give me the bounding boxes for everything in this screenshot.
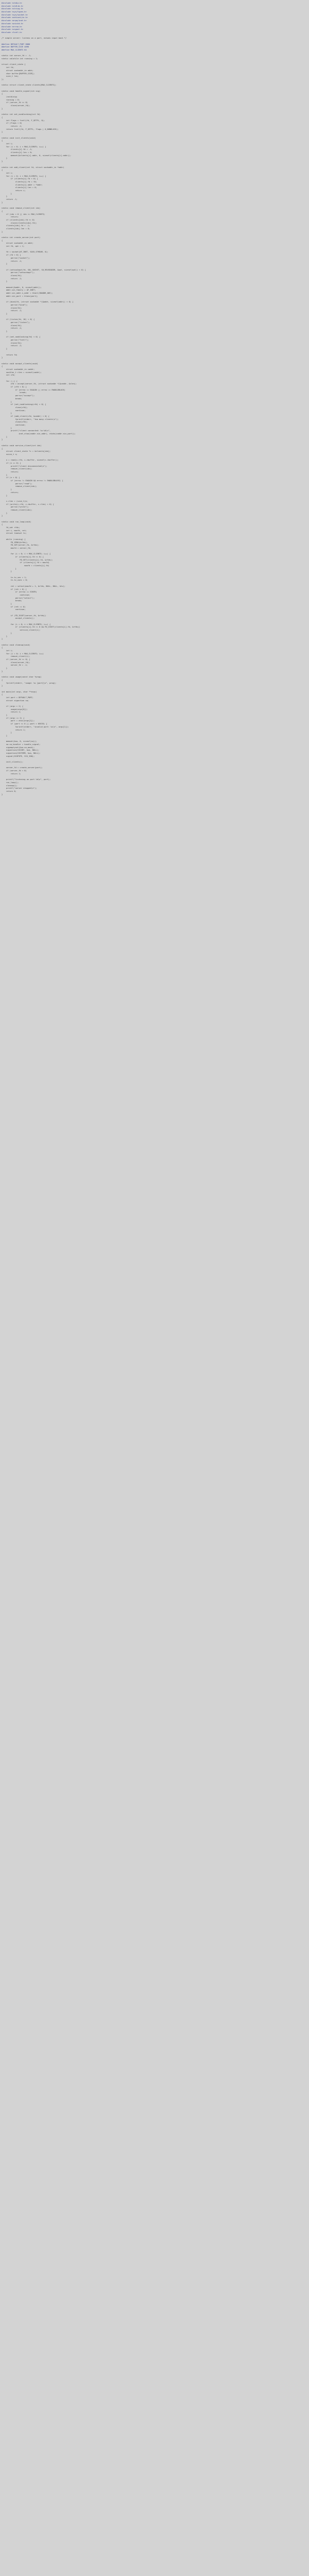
code-line: }: [2, 330, 8, 332]
code-line: close(server_fd);: [2, 661, 30, 664]
code-line: if (argc == 2) {: [2, 717, 25, 719]
code-line: {: [2, 447, 3, 450]
code-line: continue;: [2, 424, 26, 426]
code-line: continue;: [2, 608, 26, 611]
code-line: #include <stdio.h>: [2, 2, 22, 4]
code-line: /* simple server: listens on a port, echoes input back */: [2, 37, 67, 40]
code-line: static void usage(const char *prog): [2, 676, 42, 679]
code-line: close(cfd);: [2, 421, 28, 423]
code-line: }: [2, 192, 12, 195]
code-line: ret = select(maxfd + 1, &rfds, NULL, NULL, &tv);: [2, 585, 65, 587]
code-line: fprintf(stderr, "invalid port: %s\n", argv[1]);: [2, 725, 69, 728]
code-line: maxfd = server_fd;: [2, 547, 31, 549]
code-line: {: [2, 523, 3, 526]
code-line: close(fd);: [2, 274, 22, 277]
code-line: struct timeval tv;: [2, 532, 27, 535]
code-line: }: [2, 312, 8, 315]
code-line: }: [2, 230, 3, 233]
code-line: #include <sys/socket.h>: [2, 13, 28, 16]
code-line: fd_set rfds;: [2, 527, 20, 529]
code-line: clients[i].fd = fd;: [2, 180, 37, 183]
code-line: int i, maxfd, ret;: [2, 529, 27, 532]
code-line: }: [2, 473, 8, 476]
code-line: }: [2, 107, 3, 110]
code-line: remove_client(idx);: [2, 468, 32, 470]
code-line: int fd;: [2, 66, 14, 69]
code-line: while (running) {: [2, 538, 26, 540]
code-line: #include <unistd.h>: [2, 22, 24, 25]
code-line: struct sigaction sa;: [2, 699, 29, 702]
code-line: }: [2, 400, 12, 403]
code-line: return fcntl(fd, F_SETFL, flags | O_NONBLOCK);: [2, 128, 59, 130]
code-line: run_loop();: [2, 781, 19, 784]
code-line: }: [2, 685, 3, 687]
code-line: if (n < 0) {: [2, 477, 20, 479]
code-line: int i;: [2, 172, 13, 174]
code-line: struct client_state {: [2, 63, 26, 66]
code-line: #include <fcntl.h>: [2, 31, 22, 33]
code-line: return fd;: [2, 353, 18, 356]
code-line: return 0;: [2, 790, 16, 792]
code-line: return;: [2, 216, 19, 218]
code-line: int fd, opt = 1;: [2, 245, 25, 248]
code-line: static void remove_client(int idx): [2, 207, 41, 210]
code-line: }: [2, 570, 12, 573]
code-line: memset(&clients[i].addr, 0, sizeof(clients[i].addr));: [2, 154, 72, 157]
code-line: }: [2, 438, 3, 441]
code-line: {: [2, 679, 3, 681]
code-line: fprintf(stderr, "usage: %s [port]\n", prog);: [2, 682, 57, 684]
code-line: addr.sin_port = htons(port);: [2, 295, 38, 297]
code-line: return -1;: [2, 260, 22, 262]
code-line: }: [2, 263, 8, 265]
code-line: fprintf(stderr, "too many clients\n");: [2, 418, 59, 420]
code-line: int flags = fcntl(fd, F_GETFL, 0);: [2, 119, 45, 122]
code-line: #include <stdlib.h>: [2, 5, 24, 7]
code-line: int port = DEFAULT_PORT;: [2, 696, 33, 699]
code-line: perror("socket");: [2, 257, 30, 259]
code-line: for (i = 0; i < MAX_CLIENTS; i++) {: [2, 553, 51, 555]
code-line: break;: [2, 600, 22, 602]
code-line: }: [2, 195, 8, 198]
code-line: }: [2, 567, 16, 570]
code-line: signal(SIGPIPE, SIG_IGN);: [2, 755, 35, 757]
code-view: [2, 2, 307, 796]
code-line: {: [2, 647, 3, 649]
code-line: {: [2, 239, 3, 242]
code-line: remove_client(i);: [2, 655, 30, 658]
code-line: if (flags < 0): [2, 122, 22, 125]
code-line: return -1;: [2, 198, 18, 201]
code-line: usage(argv[0]);: [2, 708, 28, 710]
code-line: remove_client(idx);: [2, 485, 37, 488]
code-line: continue;: [2, 409, 26, 412]
code-line: return;: [2, 471, 19, 473]
code-line: return -1;: [2, 277, 22, 280]
code-line: perror("write");: [2, 506, 29, 509]
code-line: sigaction(SIGTERM, &sa, NULL);: [2, 752, 41, 754]
code-line: remove_client(idx);: [2, 509, 32, 511]
code-line: perror("setsockopt");: [2, 272, 35, 274]
code-line: {: [2, 93, 3, 95]
code-line: memset(&addr, 0, sizeof(addr));: [2, 286, 42, 289]
code-line: {: [2, 169, 3, 172]
code-line: printf("server stopped\n");: [2, 787, 37, 790]
code-line: {: [2, 140, 3, 142]
code-line: return 1;: [2, 772, 21, 775]
code-line: clients[i].fd = -1;: [2, 148, 32, 151]
code-line: perror("select");: [2, 597, 35, 599]
code-line: {: [2, 210, 3, 212]
code-line: }: [2, 734, 8, 737]
code-line: static int create_server(int port): [2, 236, 41, 239]
code-line: }: [2, 201, 3, 204]
code-line: if (FD_ISSET(server_fd, &rfds)): [2, 614, 46, 617]
code-line: if (server_fd < 0): [2, 770, 27, 772]
code-line: static int server_fd = -1;: [2, 55, 31, 57]
code-line: (void)sig;: [2, 96, 18, 98]
code-line: }: [2, 494, 8, 497]
code-line: for (i = 0; i < MAX_CLIENTS; i++) {: [2, 145, 46, 148]
code-line: static void handle_signal(int sig): [2, 90, 41, 92]
code-line: if (errno != EAGAIN && errno != EWOULDBLOCK) {: [2, 480, 63, 482]
code-line: if (ret == 0): [2, 605, 26, 608]
code-line: if (server_fd >= 0): [2, 101, 28, 104]
code-line: {: [2, 365, 3, 368]
code-line: for (i = 0; i < MAX_CLIENTS; i++): [2, 652, 44, 655]
code-line: }: [2, 427, 12, 429]
code-line: printf("client connected: %s:%d\n",: [2, 430, 51, 432]
code-line: clients[idx].fd = -1;: [2, 225, 30, 227]
code-line: perror("listen");: [2, 321, 30, 324]
code-line: #include <errno.h>: [2, 25, 22, 28]
code-line: #define BUFFER_SIZE 4096: [2, 46, 29, 48]
code-line: static void init_clients(void): [2, 137, 36, 139]
code-line: return 1;: [2, 711, 21, 714]
code-line: #include <string.h>: [2, 8, 24, 10]
code-line: return -1;: [2, 327, 22, 330]
code-line: clients[i].addr = *addr;: [2, 183, 43, 186]
code-line: cfd = accept(server_fd, (struct sockaddr *)&caddr, &clen);: [2, 383, 77, 385]
code-line: server_fd = -1;: [2, 664, 28, 667]
code-line: if (add_client(cfd, &caddr) < 0) {: [2, 415, 49, 417]
code-line: FD_ZERO(&rfds);: [2, 541, 28, 544]
code-line: server_fd = create_server(port);: [2, 767, 43, 769]
code-line: close(clients[idx].fd);: [2, 222, 37, 224]
code-line: }: [2, 348, 8, 350]
code-line: if (listen(fd, 16) < 0) {: [2, 318, 35, 321]
code-line: #include <arpa/inet.h>: [2, 20, 27, 22]
code-line: return -1;: [2, 125, 22, 127]
code-line: close(server_fd);: [2, 105, 30, 107]
code-line: inet_ntoa(caddr.sin_addr), ntohs(caddr.sin_port));: [2, 433, 76, 435]
code-line: }: [2, 714, 8, 717]
code-line: init_clients();: [2, 761, 24, 764]
code-line: maxfd = clients[i].fd;: [2, 565, 49, 567]
code-line: }: [2, 488, 12, 491]
code-line: if (set_nonblocking(cfd) < 0) {: [2, 403, 46, 406]
code-line: for (i = 0; i < MAX_CLIENTS; i++) {: [2, 175, 46, 177]
code-line: addr.sin_addr.s_addr = htonl(INADDR_ANY);: [2, 292, 53, 295]
code-line: sigemptyset(&sa.sa_mask);: [2, 746, 35, 749]
code-line: if (bind(fd, (struct sockaddr *)&addr, sizeof(addr)) < 0) {: [2, 301, 74, 303]
code-line: static void run_loop(void): [2, 520, 31, 523]
code-line: {: [2, 693, 3, 696]
code-line: if (port <= 0 || port > 65535) {: [2, 723, 47, 725]
code-line: continue;: [2, 594, 30, 596]
code-line: FD_SET(server_fd, &rfds);: [2, 544, 40, 547]
code-line: struct sockaddr_in addr;: [2, 242, 33, 245]
code-line: return -1;: [2, 345, 22, 347]
code-line: for (;;) {: [2, 380, 18, 382]
code-line: char buffer[BUFFER_SIZE];: [2, 72, 35, 75]
code-line: if (ret < 0) {: [2, 588, 27, 590]
code-line: if (clients[i].fd < 0) {: [2, 178, 38, 180]
code-line: }: [2, 412, 12, 415]
code-line: tv.tv_sec = 1;: [2, 576, 27, 579]
code-line: if (fd < 0) {: [2, 254, 21, 257]
code-line: if (clients[idx].fd >= 0): [2, 218, 35, 221]
code-line: if (idx < 0 || idx >= MAX_CLIENTS): [2, 213, 45, 215]
code-line: sa.sa_handler = handle_signal;: [2, 743, 41, 745]
code-line: close(cfd);: [2, 406, 28, 409]
code-line: static struct client_state clients[MAX_CLIENTS];: [2, 84, 57, 87]
code-line: accept_clients();: [2, 617, 35, 620]
code-line: }: [2, 732, 12, 734]
code-line: if (clients[i].fd > maxfd): [2, 562, 49, 564]
code-line: static void service_client(int idx): [2, 444, 42, 447]
code-line: }: [2, 512, 8, 514]
code-line: close(fd);: [2, 324, 22, 327]
code-line: close(fd);: [2, 307, 22, 309]
code-line: if (clients[i].fd >= 0) {: [2, 555, 44, 558]
code-line: if (clients[i].fd >= 0 && FD_ISSET(clients[i].fd, &rfds)): [2, 626, 80, 629]
code-line: if (cfd < 0) {: [2, 386, 27, 388]
code-line: #include <signal.h>: [2, 28, 24, 31]
code-line: }: [2, 160, 3, 163]
code-line: perror("accept");: [2, 395, 35, 397]
code-line: fd = socket(AF_INET, SOCK_STREAM, 0);: [2, 251, 48, 253]
code-line: }: [2, 667, 8, 670]
code-line: perror("read");: [2, 482, 32, 485]
code-line: clients[idx].len = 0;: [2, 227, 30, 230]
code-line: #define DEFAULT_PORT 8080: [2, 43, 30, 45]
code-line: port = atoi(argv[1]);: [2, 720, 35, 722]
code-line: }: [2, 793, 3, 795]
code-line: }: [2, 515, 3, 517]
code-line: size_t len;: [2, 75, 19, 78]
code-line: break;: [2, 397, 22, 400]
code-line: }: [2, 638, 3, 640]
code-line: clients[i].len = 0;: [2, 151, 32, 154]
code-line: }: [2, 280, 8, 283]
code-line: }: [2, 435, 8, 438]
code-line: struct sockaddr_in addr;: [2, 69, 33, 72]
code-line: #include <sys/types.h>: [2, 11, 27, 13]
code-line: if (n == 0) {: [2, 462, 21, 464]
code-line: static void accept_clients(void): [2, 362, 38, 365]
code-line: int i;: [2, 143, 13, 145]
code-line: }: [2, 670, 3, 672]
code-line: cleanup();: [2, 784, 18, 787]
code-line: if (errno == EAGAIN || errno == EWOULDBLOCK): [2, 388, 65, 391]
code-line: struct sockaddr_in caddr;: [2, 368, 35, 370]
code-line: socklen_t clen = sizeof(caddr);: [2, 371, 42, 374]
code-line: int cfd;: [2, 374, 15, 377]
code-line: break;: [2, 392, 27, 394]
code-line: return 1;: [2, 728, 26, 731]
code-line: }: [2, 635, 8, 637]
code-line: perror("bind");: [2, 303, 28, 306]
code-line: perror("fcntl");: [2, 339, 29, 342]
code-line: };: [2, 78, 4, 80]
code-line: int main(int argc, char **argv): [2, 690, 37, 693]
code-line: }: [2, 602, 12, 605]
code-line: memset(&sa, 0, sizeof(sa));: [2, 740, 37, 743]
code-line: }: [2, 357, 3, 359]
code-line: {: [2, 116, 3, 118]
code-line: int i;: [2, 649, 13, 652]
code-line: }: [2, 632, 12, 634]
code-line: printf("client disconnected\n");: [2, 465, 47, 467]
code-line: return;: [2, 491, 19, 494]
code-line: struct client_state *c = &clients[idx];: [2, 450, 51, 453]
code-line: if (setsockopt(fd, SOL_SOCKET, SO_REUSEADDR, &opt, sizeof(opt)) < 0) {: [2, 268, 86, 271]
code-line: if (server_fd >= 0) {: [2, 658, 30, 660]
code-line: ssize_t n;: [2, 453, 18, 455]
code-line: running = 0;: [2, 98, 20, 101]
code-line: service_client(i);: [2, 629, 41, 632]
code-line: addr.sin_family = AF_INET;: [2, 289, 36, 292]
code-line: static int add_client(int fd, struct sockaddr_in *addr): [2, 166, 64, 168]
code-line: if (argc > 2) {: [2, 705, 24, 707]
code-line: }: [2, 157, 8, 160]
code-line: if (errno == EINTR): [2, 591, 37, 594]
code-line: return -1;: [2, 310, 22, 312]
code-line: }: [2, 131, 3, 133]
code-line: tv.tv_usec = 0;: [2, 579, 28, 582]
code-line: if (set_nonblocking(fd) < 0) {: [2, 336, 41, 338]
code-line: #define MAX_CLIENTS 64: [2, 49, 27, 51]
code-line: return i;: [2, 190, 26, 192]
code-line: sigaction(SIGINT, &sa, NULL);: [2, 749, 40, 752]
code-line: c->len = (size_t)n;: [2, 500, 28, 502]
code-line: if (write(c->fd, c->buffer, c->len) < 0) {: [2, 503, 54, 505]
code-line: #include <netinet/in.h>: [2, 16, 28, 19]
code-line: for (i = 0; i < MAX_CLIENTS; i++) {: [2, 623, 51, 625]
code-line: static volatile int running = 1;: [2, 58, 38, 60]
code-line: clients[i].len = 0;: [2, 187, 37, 189]
code-line: printf("listening on port %d\n", port);: [2, 778, 51, 781]
code-line: static void cleanup(void): [2, 643, 30, 646]
code-line: n = read(c->fd, c->buffer, sizeof(c->buffer));: [2, 459, 59, 462]
code-line: FD_SET(clients[i].fd, &rfds);: [2, 558, 53, 561]
code-line: static int set_nonblocking(int fd): [2, 113, 41, 116]
code-line: close(fd);: [2, 342, 22, 344]
